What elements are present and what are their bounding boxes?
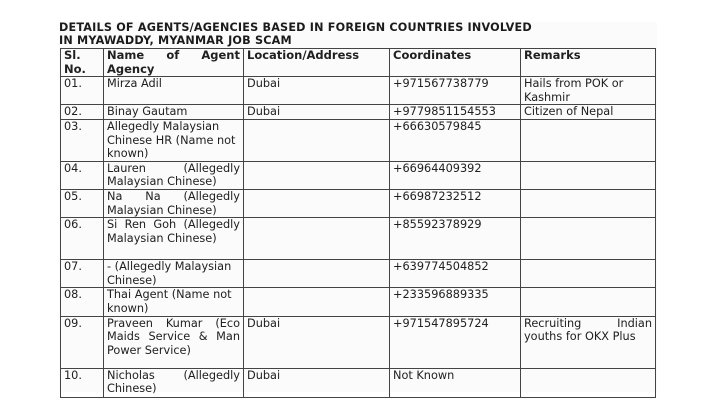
cell-sl-no: 06.: [61, 218, 104, 260]
table-row: [61, 77, 656, 105]
cell-name: Na Na (Allegedly Malaysian Chinese): [104, 189, 244, 217]
cell-remarks: [521, 161, 656, 189]
cell-name: Si Ren Goh (Allegedly Malaysian Chinese): [104, 218, 244, 260]
cell-location: [244, 161, 390, 189]
document-sheet: [59, 21, 657, 396]
cell-name: - (Allegedly Malaysian Chinese): [104, 260, 244, 288]
cell-name: Nicholas (Allegedly Chinese): [104, 368, 244, 397]
cell-coordinates: +9779851154553: [390, 105, 521, 120]
table-row: [61, 368, 656, 397]
cell-remarks: [521, 288, 656, 316]
cell-location: Dubai: [244, 77, 390, 105]
document-title-line-2: IN MYAWADDY, MYANMAR JOB SCAM: [59, 33, 292, 47]
header-location: Location/Address: [244, 49, 390, 77]
table-row: [61, 119, 656, 161]
cell-remarks: Recruiting Indian youths for OKX Plus: [521, 316, 656, 368]
cell-location: Dubai: [244, 105, 390, 120]
cell-coordinates: +66964409392: [390, 161, 521, 189]
cell-coordinates: +639774504852: [390, 260, 521, 288]
cell-name: Mirza Adil: [104, 77, 244, 105]
cell-sl-no: 05.: [61, 189, 104, 217]
header-sl-no: Sl. No.: [61, 49, 104, 77]
cell-sl-no: 03.: [61, 119, 104, 161]
cell-coordinates: +66630579845: [390, 119, 521, 161]
header-coordinates: Coordinates: [390, 49, 521, 77]
cell-name: Binay Gautam: [104, 105, 244, 120]
document-title: [59, 22, 657, 48]
cell-sl-no: 09.: [61, 316, 104, 368]
cell-name: Praveen Kumar (Eco Maids Service & Man Power Service): [104, 316, 244, 368]
cell-coordinates: Not Known: [390, 368, 521, 397]
cell-location: [244, 189, 390, 217]
cell-name: Allegedly Malaysian Chinese HR (Name not known): [104, 119, 244, 161]
cell-remarks: [521, 368, 656, 397]
cell-remarks: [521, 119, 656, 161]
cell-coordinates: +85592378929: [390, 218, 521, 260]
cell-remarks: [521, 189, 656, 217]
table-row: [61, 105, 656, 120]
cell-sl-no: 08.: [61, 288, 104, 316]
table-row: [61, 161, 656, 189]
cell-remarks: Citizen of Nepal: [521, 105, 656, 120]
cell-name: Thai Agent (Name not known): [104, 288, 244, 316]
cell-location: [244, 218, 390, 260]
cell-location: Dubai: [244, 368, 390, 397]
cell-remarks: [521, 218, 656, 260]
agents-table: [60, 48, 656, 398]
document-title-line-1: DETAILS OF AGENTS/AGENCIES BASED IN FOREIGN COUNTRIES INVOLVED: [59, 21, 532, 34]
table-row: [61, 260, 656, 288]
table-row: [61, 218, 656, 260]
cell-sl-no: 04.: [61, 161, 104, 189]
cell-sl-no: 07.: [61, 260, 104, 288]
table-row: [61, 316, 656, 368]
cell-sl-no: 02.: [61, 105, 104, 120]
cell-coordinates: +66987232512: [390, 189, 521, 217]
cell-location: Dubai: [244, 316, 390, 368]
cell-coordinates: +971547895724: [390, 316, 521, 368]
table-row: [61, 288, 656, 316]
cell-location: [244, 119, 390, 161]
cell-coordinates: +971567738779: [390, 77, 521, 105]
cell-remarks: Hails from POK or Kashmir: [521, 77, 656, 105]
cell-location: [244, 260, 390, 288]
cell-location: [244, 288, 390, 316]
cell-coordinates: +233596889335: [390, 288, 521, 316]
cell-name: Lauren (Allegedly Malaysian Chinese): [104, 161, 244, 189]
cell-remarks: [521, 260, 656, 288]
header-name: Name of Agent Agency: [104, 49, 244, 77]
cell-sl-no: 10.: [61, 368, 104, 397]
header-remarks: Remarks: [521, 49, 656, 77]
table-row: [61, 189, 656, 217]
cell-sl-no: 01.: [61, 77, 104, 105]
table-header-row: [61, 49, 656, 77]
